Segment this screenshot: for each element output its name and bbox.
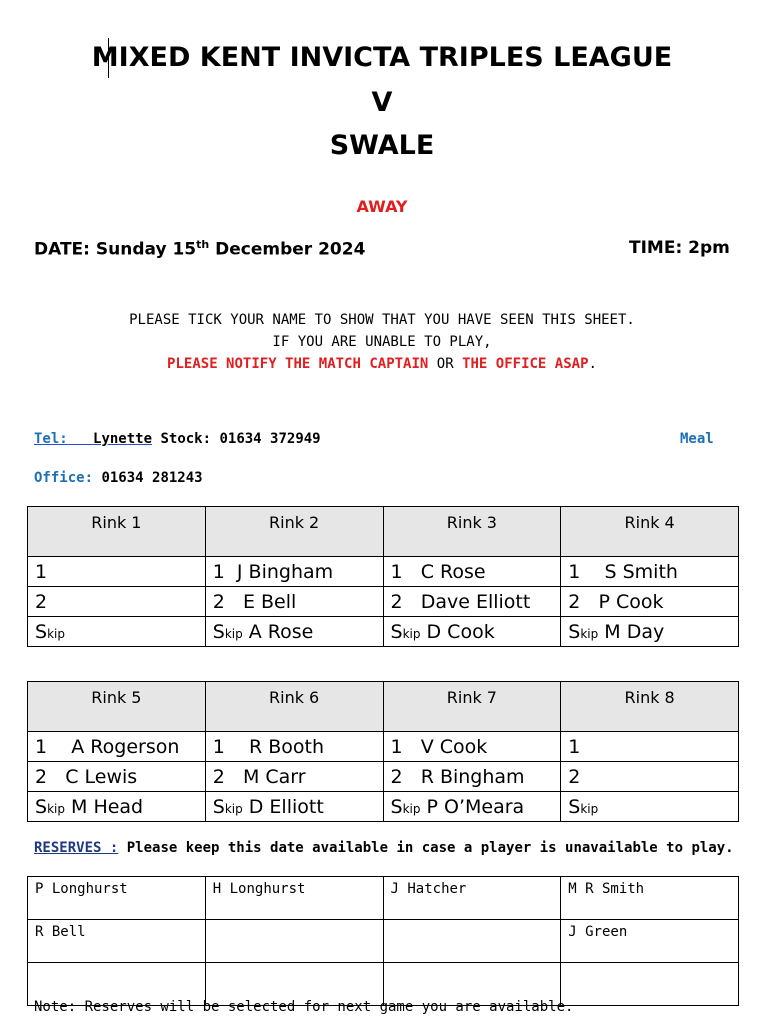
player-cell: 2 C Lewis [28,762,206,792]
player-cell: 1 J Bingham [205,557,383,587]
match-date: DATE: Sunday 15th December 2024 [34,238,366,260]
skip-cell: Skip M Day [561,617,739,647]
player-cell: 2 P Cook [561,587,739,617]
player-cell: 1 V Cook [383,732,561,762]
player-cell: 1 A Rogerson [28,732,206,762]
skip-cell: Skip P O’Meara [383,792,561,822]
reserve-cell: J Green [561,920,739,963]
player-cell: 2 R Bingham [383,762,561,792]
player-cell: 1 R Booth [205,732,383,762]
player-cell: 2 [28,587,206,617]
player-cell: 2 Dave Elliott [383,587,561,617]
skip-cell: Skip A Rose [205,617,383,647]
opponent-title: SWALE [329,130,435,161]
reserve-cell: R Bell [28,920,206,963]
notice-line-1: PLEASE TICK YOUR NAME TO SHOW THAT YOU HAVE SEEN THIS SHEET. [129,312,635,328]
match-time: TIME: 2pm [629,238,730,258]
player-cell: 1 S Smith [561,557,739,587]
reserves-note: Note: Reserves will be selected for next game you are available. [34,999,574,1015]
office-contact: Office: 01634 281243 [34,470,203,486]
rinks-table-1-4 [27,506,739,647]
rink-header: Rink 7 [383,682,561,732]
rink-header: Rink 4 [561,507,739,557]
reserve-cell [205,920,383,963]
reserve-cell: J Hatcher [383,877,561,920]
league-title: MIXED KENT INVICTA TRIPLES LEAGUE [91,42,673,73]
rink-header: Rink 2 [205,507,383,557]
player-cell: 2 [561,762,739,792]
rink-header: Rink 6 [205,682,383,732]
skip-cell: Skip D Elliott [205,792,383,822]
notice-line-2: IF YOU ARE UNABLE TO PLAY, [272,334,492,350]
skip-cell: Skip [28,617,206,647]
rink-header: Rink 5 [28,682,206,732]
player-cell: 2 E Bell [205,587,383,617]
player-cell: 1 [28,557,206,587]
reserves-table [27,876,739,1006]
rink-header: Rink 3 [383,507,561,557]
reserve-cell: M R Smith [561,877,739,920]
player-cell: 1 [561,732,739,762]
meal-label: Meal [680,431,714,447]
rink-header: Rink 8 [561,682,739,732]
reserves-heading: RESERVES : Please keep this date available in case a player is unavailable to play. [34,840,734,856]
tel-contact: Tel: Lynette Stock: 01634 372949 [34,431,321,447]
skip-cell: Skip M Head [28,792,206,822]
skip-cell: Skip D Cook [383,617,561,647]
reserve-cell: P Longhurst [28,877,206,920]
rinks-table-5-8 [27,681,739,822]
reserve-cell [561,963,739,1006]
reserve-cell [383,920,561,963]
player-cell: 1 C Rose [383,557,561,587]
versus-label: V [371,87,393,118]
reserve-cell: H Longhurst [205,877,383,920]
skip-cell: Skip [561,792,739,822]
venue-label: AWAY [356,197,408,216]
notice-line-3: PLEASE NOTIFY THE MATCH CAPTAIN OR THE OFFICE ASAP. [167,356,597,372]
player-cell: 2 M Carr [205,762,383,792]
rink-header: Rink 1 [28,507,206,557]
